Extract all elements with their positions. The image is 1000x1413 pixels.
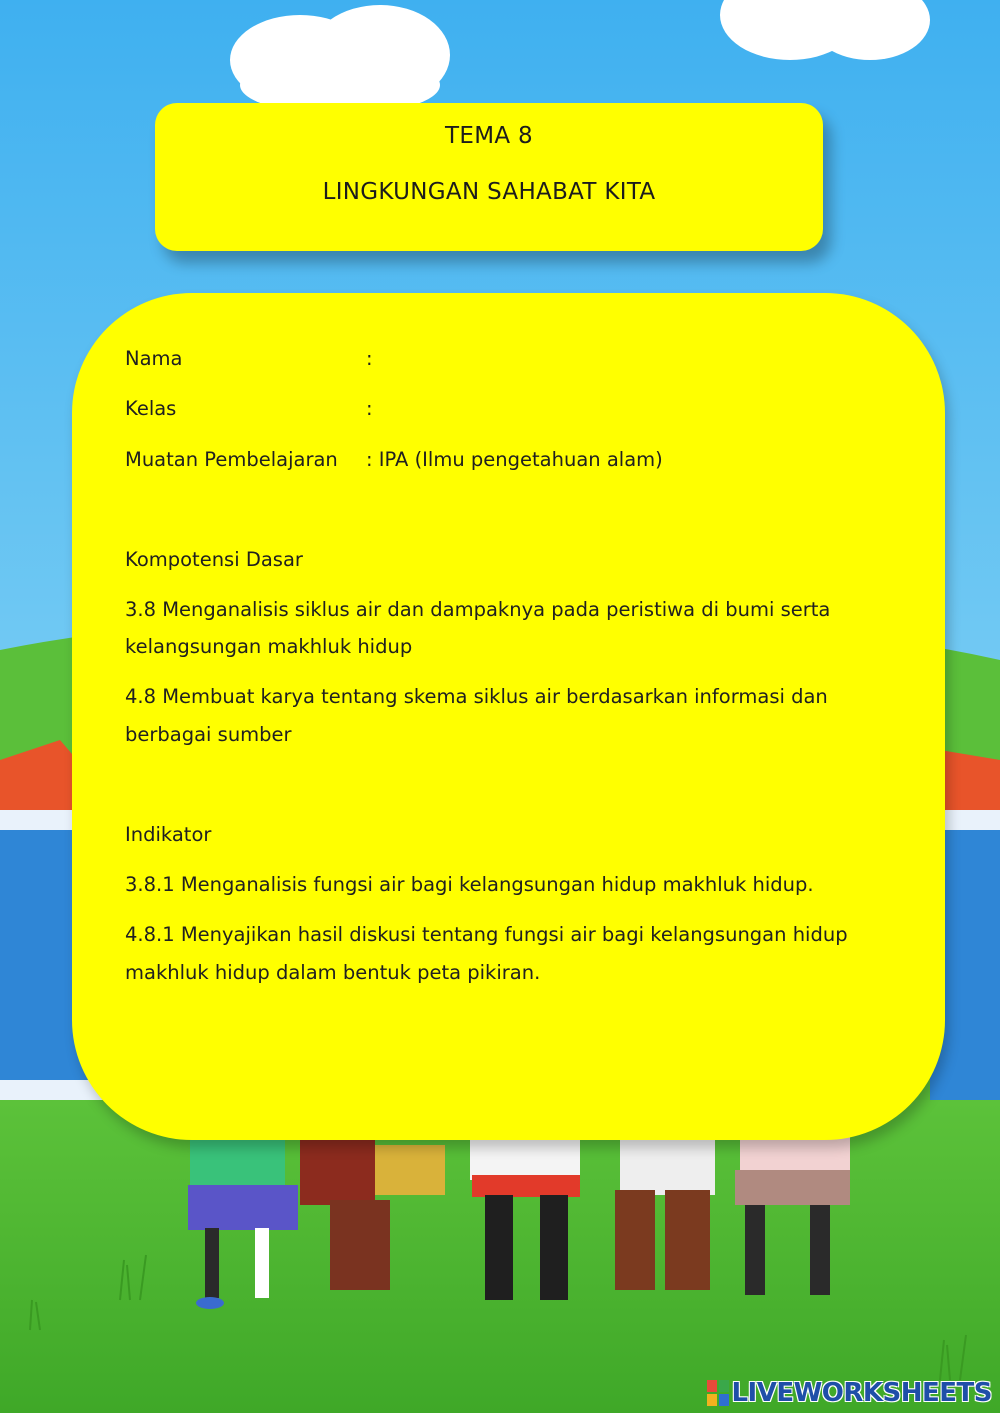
field-value-muatan: : IPA (Ilmu pengetahuan alam) [366,448,663,471]
kompetensi-item-1-line1: 3.8 Menganalisis siklus air dan dampaknya pada peristiwa di bumi serta [125,598,831,621]
kompetensi-heading: Kompotensi Dasar [125,548,303,571]
kompetensi-item-2-line2: berbagai sumber [125,723,292,746]
field-label-nama: Nama [125,347,183,370]
field-label-muatan: Muatan Pembelajaran [125,448,338,471]
liveworksheets-logo-text: LIVEWORKSHEETS [731,1378,992,1408]
field-separator-kelas: : [366,397,373,420]
theme-title: LINGKUNGAN SAHABAT KITA [322,179,656,205]
liveworksheets-logo-icon [707,1380,729,1406]
indikator-heading: Indikator [125,823,212,846]
indikator-item-1-line1: 3.8.1 Menganalisis fungsi air bagi kelangsungan hidup makhluk hidup. [125,873,814,896]
field-separator-nama: : [366,347,373,370]
title-box [155,103,823,251]
kompetensi-item-1-line2: kelangsungan makhluk hidup [125,635,413,658]
kompetensi-item-2-line1: 4.8 Membuat karya tentang skema siklus air berdasarkan informasi dan [125,685,828,708]
theme-number: TEMA 8 [445,123,533,149]
field-label-kelas: Kelas [125,397,177,420]
cloud-right [720,0,930,60]
indikator-item-2-line1: 4.8.1 Menyajikan hasil diskusi tentang fungsi air bagi kelangsungan hidup [125,923,848,946]
indikator-item-2-line2: makhluk hidup dalam bentuk peta pikiran. [125,961,541,984]
liveworksheets-logo [707,1376,992,1410]
